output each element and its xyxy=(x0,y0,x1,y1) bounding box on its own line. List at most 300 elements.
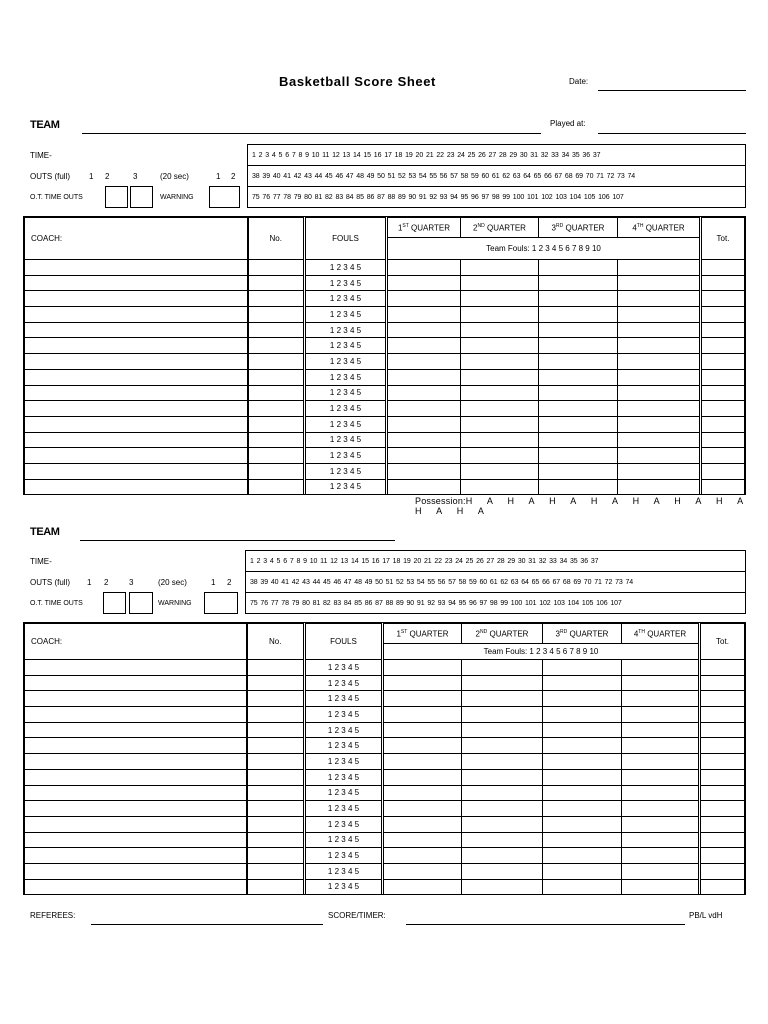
player-name-cell[interactable] xyxy=(25,863,247,879)
quarter-score-cell[interactable] xyxy=(539,385,618,401)
player-total-cell[interactable] xyxy=(701,307,745,323)
player-total-cell[interactable] xyxy=(701,432,745,448)
quarter-score-cell[interactable] xyxy=(543,848,622,864)
player-total-cell[interactable] xyxy=(700,754,745,770)
player-name-cell[interactable] xyxy=(25,785,247,801)
player-number-cell[interactable] xyxy=(248,354,305,370)
player-fouls-cell[interactable]: 1 2 3 4 5 xyxy=(305,291,387,307)
player-fouls-cell[interactable]: 1 2 3 4 5 xyxy=(305,385,387,401)
quarter-score-cell[interactable] xyxy=(622,785,700,801)
quarter-score-cell[interactable] xyxy=(387,354,461,370)
team-2-label: TEAM xyxy=(30,526,60,538)
quarter-score-cell[interactable] xyxy=(539,322,618,338)
quarter-score-cell[interactable] xyxy=(383,785,462,801)
player-fouls-cell[interactable]: 1 2 3 4 5 xyxy=(305,660,383,676)
quarter-score-cell[interactable] xyxy=(462,707,543,723)
quarter-score-cell[interactable] xyxy=(539,354,618,370)
quarter-score-cell[interactable] xyxy=(387,275,461,291)
player-row xyxy=(25,369,745,385)
quarter-score-cell[interactable] xyxy=(461,416,539,432)
quarter-score-cell[interactable] xyxy=(622,769,700,785)
coach-label[interactable]: COACH: xyxy=(25,624,247,660)
player-row xyxy=(25,401,745,417)
quarter-score-cell[interactable] xyxy=(622,660,700,676)
quarter-score-cell[interactable] xyxy=(543,863,622,879)
outs-full-label: OUTS (full) xyxy=(30,578,70,587)
time-row[interactable]: 38 39 40 41 42 43 44 45 46 47 48 49 50 51 52 53 54 55 56 57 58 59 60 61 62 63 64 65 66 67 68 69 70 71 72 73 74 xyxy=(248,166,746,187)
player-fouls-cell[interactable]: 1 2 3 4 5 xyxy=(305,879,383,895)
player-name-cell[interactable] xyxy=(25,260,248,276)
player-total-cell[interactable] xyxy=(701,463,745,479)
quarter-score-cell[interactable] xyxy=(387,291,461,307)
player-number-cell[interactable] xyxy=(247,863,305,879)
player-number-cell[interactable] xyxy=(248,463,305,479)
outs-20sec-label: (20 sec) xyxy=(160,172,189,181)
quarter-score-cell[interactable] xyxy=(383,707,462,723)
time-row[interactable]: 1 2 3 4 5 6 7 8 9 10 11 12 13 14 15 16 17 18 19 20 21 22 23 24 25 26 27 28 29 30 31 32 33 34 35 36 37 xyxy=(248,145,746,166)
quarter-score-cell[interactable] xyxy=(618,354,701,370)
quarter-score-cell[interactable] xyxy=(622,691,700,707)
player-total-cell[interactable] xyxy=(701,354,745,370)
time-grid xyxy=(245,550,746,614)
player-name-cell[interactable] xyxy=(25,660,247,676)
player-row xyxy=(25,307,745,323)
outs-20sec-label: (20 sec) xyxy=(158,578,187,587)
score-timer-label: SCORE/TIMER: xyxy=(328,911,386,920)
player-name-cell[interactable] xyxy=(25,691,247,707)
player-number-cell[interactable] xyxy=(248,401,305,417)
player-number-cell[interactable] xyxy=(248,307,305,323)
quarter-score-cell[interactable] xyxy=(622,722,700,738)
quarter-score-cell[interactable] xyxy=(462,848,543,864)
quarter-score-cell[interactable] xyxy=(543,722,622,738)
quarter-score-cell[interactable] xyxy=(461,432,539,448)
player-name-cell[interactable] xyxy=(25,432,248,448)
player-number-cell[interactable] xyxy=(248,260,305,276)
player-number-cell[interactable] xyxy=(248,385,305,401)
outs-full-num[interactable]: 2 xyxy=(105,172,110,181)
quarter-score-cell[interactable] xyxy=(618,291,701,307)
quarter-score-cell[interactable] xyxy=(618,448,701,464)
player-name-cell[interactable] xyxy=(25,307,248,323)
quarter-score-cell[interactable] xyxy=(387,416,461,432)
quarter-score-cell[interactable] xyxy=(383,738,462,754)
quarter-score-cell[interactable] xyxy=(462,816,543,832)
quarter-word: QUARTER xyxy=(409,629,449,639)
quarter-score-cell[interactable] xyxy=(461,291,539,307)
quarter-score-cell[interactable] xyxy=(618,401,701,417)
quarter-score-cell[interactable] xyxy=(622,801,700,817)
quarter-score-cell[interactable] xyxy=(543,691,622,707)
player-name-cell[interactable] xyxy=(25,416,248,432)
quarter-score-cell[interactable] xyxy=(383,691,462,707)
quarter-score-cell[interactable] xyxy=(622,754,700,770)
player-total-cell[interactable] xyxy=(701,448,745,464)
quarter-score-cell[interactable] xyxy=(622,832,700,848)
quarter-score-cell[interactable] xyxy=(543,816,622,832)
quarter-score-cell[interactable] xyxy=(383,769,462,785)
ot-timeout-box[interactable] xyxy=(129,592,153,614)
player-name-cell[interactable] xyxy=(25,879,247,895)
quarter-score-cell[interactable] xyxy=(462,691,543,707)
player-number-cell[interactable] xyxy=(247,848,305,864)
player-fouls-cell[interactable]: 1 2 3 4 5 xyxy=(305,848,383,864)
outs-20sec-num[interactable]: 1 xyxy=(216,172,221,181)
player-name-cell[interactable] xyxy=(25,322,248,338)
quarter-score-cell[interactable] xyxy=(618,275,701,291)
player-fouls-cell[interactable]: 1 2 3 4 5 xyxy=(305,448,387,464)
player-number-cell[interactable] xyxy=(248,275,305,291)
quarter-score-cell[interactable] xyxy=(543,707,622,723)
quarter-score-cell[interactable] xyxy=(387,385,461,401)
outs-20sec-num[interactable]: 2 xyxy=(227,578,232,587)
quarter-score-cell[interactable] xyxy=(387,369,461,385)
quarter-score-cell[interactable] xyxy=(543,754,622,770)
player-number-cell[interactable] xyxy=(247,801,305,817)
player-number-cell[interactable] xyxy=(248,432,305,448)
player-fouls-cell[interactable]: 1 2 3 4 5 xyxy=(305,463,387,479)
player-name-cell[interactable] xyxy=(25,848,247,864)
player-total-cell[interactable] xyxy=(700,769,745,785)
quarter-score-cell[interactable] xyxy=(543,769,622,785)
player-fouls-cell[interactable]: 1 2 3 4 5 xyxy=(305,738,383,754)
quarter-score-cell[interactable] xyxy=(543,785,622,801)
player-number-cell[interactable] xyxy=(247,879,305,895)
player-total-cell[interactable] xyxy=(700,801,745,817)
quarter-score-cell[interactable] xyxy=(539,291,618,307)
player-fouls-cell[interactable]: 1 2 3 4 5 xyxy=(305,675,383,691)
player-number-cell[interactable] xyxy=(247,691,305,707)
quarter-score-cell[interactable] xyxy=(539,307,618,323)
quarter-score-cell[interactable] xyxy=(539,448,618,464)
time-row[interactable]: 1 2 3 4 5 6 7 8 9 10 11 12 13 14 15 16 17 18 19 20 21 22 23 24 25 26 27 28 29 30 31 32 33 34 35 36 37 xyxy=(246,551,746,572)
player-number-cell[interactable] xyxy=(247,722,305,738)
player-total-cell[interactable] xyxy=(700,816,745,832)
player-total-cell[interactable] xyxy=(701,322,745,338)
quarter-score-cell[interactable] xyxy=(539,401,618,417)
ot-timeout-box[interactable] xyxy=(130,186,153,208)
player-total-cell[interactable] xyxy=(700,722,745,738)
player-total-cell[interactable] xyxy=(700,785,745,801)
player-number-cell[interactable] xyxy=(248,291,305,307)
outs-full-num[interactable]: 1 xyxy=(87,578,92,587)
fouls-header: FOULS xyxy=(305,624,383,660)
player-number-cell[interactable] xyxy=(248,338,305,354)
player-name-cell[interactable] xyxy=(25,275,248,291)
team-fouls[interactable]: Team Fouls: 1 2 3 4 5 6 7 8 9 10 xyxy=(383,644,700,660)
player-total-cell[interactable] xyxy=(701,338,745,354)
player-total-cell[interactable] xyxy=(700,691,745,707)
player-fouls-cell[interactable]: 1 2 3 4 5 xyxy=(305,722,383,738)
player-total-cell[interactable] xyxy=(700,848,745,864)
player-total-cell[interactable] xyxy=(701,479,745,495)
warning-box[interactable] xyxy=(204,592,238,614)
quarter-1-header xyxy=(387,218,461,238)
quarter-score-cell[interactable] xyxy=(539,479,618,495)
quarter-ordinal: 3 xyxy=(551,223,556,233)
quarter-score-cell[interactable] xyxy=(462,801,543,817)
player-number-cell[interactable] xyxy=(247,675,305,691)
time-row[interactable]: 38 39 40 41 42 43 44 45 46 47 48 49 50 51 52 53 54 55 56 57 58 59 60 61 62 63 64 65 66 67 68 69 70 71 72 73 74 xyxy=(246,572,746,593)
player-fouls-cell[interactable]: 1 2 3 4 5 xyxy=(305,801,383,817)
quarter-score-cell[interactable] xyxy=(539,416,618,432)
quarter-score-cell[interactable] xyxy=(618,322,701,338)
outs-20sec-num[interactable]: 2 xyxy=(231,172,236,181)
player-name-cell[interactable] xyxy=(25,479,248,495)
player-total-cell[interactable] xyxy=(700,863,745,879)
quarter-score-cell[interactable] xyxy=(543,660,622,676)
player-fouls-cell[interactable]: 1 2 3 4 5 xyxy=(305,832,383,848)
score-timer-field[interactable] xyxy=(406,924,685,925)
player-number-cell[interactable] xyxy=(247,707,305,723)
quarter-score-cell[interactable] xyxy=(461,322,539,338)
quarter-1-header xyxy=(383,624,462,644)
player-fouls-cell[interactable]: 1 2 3 4 5 xyxy=(305,416,387,432)
quarter-suffix: ST xyxy=(402,222,409,229)
quarter-score-cell[interactable] xyxy=(383,675,462,691)
quarter-score-cell[interactable] xyxy=(461,275,539,291)
player-row xyxy=(25,463,745,479)
quarter-score-cell[interactable] xyxy=(618,463,701,479)
quarter-score-cell[interactable] xyxy=(622,707,700,723)
quarter-score-cell[interactable] xyxy=(461,385,539,401)
player-fouls-cell[interactable]: 1 2 3 4 5 xyxy=(305,322,387,338)
player-fouls-cell[interactable]: 1 2 3 4 5 xyxy=(305,691,383,707)
quarter-score-cell[interactable] xyxy=(618,416,701,432)
quarter-score-cell[interactable] xyxy=(462,722,543,738)
player-row xyxy=(25,754,745,770)
player-number-cell[interactable] xyxy=(247,769,305,785)
player-fouls-cell[interactable]: 1 2 3 4 5 xyxy=(305,769,383,785)
quarter-score-cell[interactable] xyxy=(387,322,461,338)
player-name-cell[interactable] xyxy=(25,722,247,738)
outs-full-num[interactable]: 2 xyxy=(104,578,109,587)
quarter-score-cell[interactable] xyxy=(461,338,539,354)
player-name-cell[interactable] xyxy=(25,385,248,401)
player-name-cell[interactable] xyxy=(25,801,247,817)
player-fouls-cell[interactable]: 1 2 3 4 5 xyxy=(305,754,383,770)
quarter-score-cell[interactable] xyxy=(622,863,700,879)
quarter-score-cell[interactable] xyxy=(543,832,622,848)
quarter-score-cell[interactable] xyxy=(461,260,539,276)
player-fouls-cell[interactable]: 1 2 3 4 5 xyxy=(305,338,387,354)
player-fouls-cell[interactable]: 1 2 3 4 5 xyxy=(305,863,383,879)
player-name-cell[interactable] xyxy=(25,675,247,691)
player-name-cell[interactable] xyxy=(25,291,248,307)
player-fouls-cell[interactable]: 1 2 3 4 5 xyxy=(305,479,387,495)
quarter-score-cell[interactable] xyxy=(461,448,539,464)
quarter-score-cell[interactable] xyxy=(618,307,701,323)
player-total-cell[interactable] xyxy=(700,675,745,691)
possession-sequence[interactable]: H A H A H A H A H A H A H A H A H A xyxy=(415,496,749,516)
quarter-score-cell[interactable] xyxy=(462,785,543,801)
player-number-cell[interactable] xyxy=(248,322,305,338)
time-row[interactable]: 75 76 77 78 79 80 81 82 83 84 85 86 87 88 89 90 91 92 93 94 95 96 97 98 99 100 101 102 103 104 105 106 107 xyxy=(246,593,746,614)
quarter-score-cell[interactable] xyxy=(383,660,462,676)
quarter-score-cell[interactable] xyxy=(461,354,539,370)
ot-timeout-box[interactable] xyxy=(105,186,128,208)
player-name-cell[interactable] xyxy=(25,816,247,832)
quarter-score-cell[interactable] xyxy=(383,879,462,895)
fouls-header: FOULS xyxy=(305,218,387,260)
quarter-score-cell[interactable] xyxy=(543,879,622,895)
player-total-cell[interactable] xyxy=(701,385,745,401)
quarter-score-cell[interactable] xyxy=(387,432,461,448)
team-1-name-field[interactable] xyxy=(82,133,541,134)
player-total-cell[interactable] xyxy=(700,832,745,848)
player-number-cell[interactable] xyxy=(247,738,305,754)
quarter-score-cell[interactable] xyxy=(387,463,461,479)
quarter-score-cell[interactable] xyxy=(383,801,462,817)
player-total-cell[interactable] xyxy=(701,369,745,385)
quarter-score-cell[interactable] xyxy=(461,479,539,495)
player-total-cell[interactable] xyxy=(701,416,745,432)
quarter-score-cell[interactable] xyxy=(462,769,543,785)
player-fouls-cell[interactable]: 1 2 3 4 5 xyxy=(305,401,387,417)
quarter-ordinal: 1 xyxy=(397,223,403,233)
quarter-score-cell[interactable] xyxy=(543,738,622,754)
player-name-cell[interactable] xyxy=(25,769,247,785)
quarter-score-cell[interactable] xyxy=(387,401,461,417)
player-fouls-cell[interactable]: 1 2 3 4 5 xyxy=(305,275,387,291)
quarter-score-cell[interactable] xyxy=(383,816,462,832)
player-name-cell[interactable] xyxy=(25,369,248,385)
quarter-score-cell[interactable] xyxy=(462,832,543,848)
quarter-score-cell[interactable] xyxy=(387,448,461,464)
quarter-score-cell[interactable] xyxy=(622,816,700,832)
player-name-cell[interactable] xyxy=(25,401,248,417)
player-fouls-cell[interactable]: 1 2 3 4 5 xyxy=(305,432,387,448)
quarter-score-cell[interactable] xyxy=(387,260,461,276)
quarter-score-cell[interactable] xyxy=(543,675,622,691)
outs-full-num[interactable]: 3 xyxy=(129,578,134,587)
quarter-score-cell[interactable] xyxy=(387,338,461,354)
player-total-cell[interactable] xyxy=(701,275,745,291)
quarter-score-cell[interactable] xyxy=(618,385,701,401)
player-number-cell[interactable] xyxy=(247,785,305,801)
player-total-cell[interactable] xyxy=(700,707,745,723)
quarter-ordinal: 4 xyxy=(632,223,637,233)
quarter-score-cell[interactable] xyxy=(622,675,700,691)
player-number-cell[interactable] xyxy=(247,832,305,848)
player-name-cell[interactable] xyxy=(25,738,247,754)
player-number-cell[interactable] xyxy=(248,416,305,432)
played-at-label: Played at: xyxy=(550,119,586,128)
quarter-score-cell[interactable] xyxy=(539,463,618,479)
player-total-cell[interactable] xyxy=(701,401,745,417)
quarter-score-cell[interactable] xyxy=(383,863,462,879)
player-row xyxy=(25,660,745,676)
player-number-cell[interactable] xyxy=(247,754,305,770)
player-name-cell[interactable] xyxy=(25,354,248,370)
player-name-cell[interactable] xyxy=(25,832,247,848)
player-fouls-cell[interactable]: 1 2 3 4 5 xyxy=(305,307,387,323)
player-number-cell[interactable] xyxy=(247,660,305,676)
ot-timeouts-label: O.T. TIME OUTS xyxy=(30,600,83,607)
quarter-score-cell[interactable] xyxy=(618,338,701,354)
player-total-cell[interactable] xyxy=(701,291,745,307)
player-total-cell[interactable] xyxy=(700,738,745,754)
player-row xyxy=(25,322,745,338)
played-at-field[interactable] xyxy=(598,133,746,134)
player-number-cell[interactable] xyxy=(248,369,305,385)
player-fouls-cell[interactable]: 1 2 3 4 5 xyxy=(305,785,383,801)
quarter-score-cell[interactable] xyxy=(461,369,539,385)
total-header: Tot. xyxy=(701,218,745,260)
referees-field[interactable] xyxy=(91,924,323,925)
player-total-cell[interactable] xyxy=(701,260,745,276)
player-fouls-cell[interactable]: 1 2 3 4 5 xyxy=(305,354,387,370)
number-header: No. xyxy=(248,218,305,260)
quarter-score-cell[interactable] xyxy=(387,307,461,323)
player-name-cell[interactable] xyxy=(25,448,248,464)
quarter-score-cell[interactable] xyxy=(461,307,539,323)
date-field[interactable] xyxy=(598,90,746,91)
quarter-score-cell[interactable] xyxy=(539,369,618,385)
outs-full-num[interactable]: 3 xyxy=(133,172,138,181)
quarter-score-cell[interactable] xyxy=(539,260,618,276)
player-number-cell[interactable] xyxy=(247,816,305,832)
ot-timeout-box[interactable] xyxy=(103,592,126,614)
quarter-score-cell[interactable] xyxy=(383,722,462,738)
player-fouls-cell[interactable]: 1 2 3 4 5 xyxy=(305,707,383,723)
warning-box[interactable] xyxy=(209,186,240,208)
quarter-score-cell[interactable] xyxy=(461,401,539,417)
player-number-cell[interactable] xyxy=(248,448,305,464)
quarter-score-cell[interactable] xyxy=(462,863,543,879)
quarter-score-cell[interactable] xyxy=(462,738,543,754)
quarter-score-cell[interactable] xyxy=(618,479,701,495)
quarter-score-cell[interactable] xyxy=(539,432,618,448)
outs-full-num[interactable]: 1 xyxy=(89,172,94,181)
player-name-cell[interactable] xyxy=(25,463,248,479)
player-fouls-cell[interactable]: 1 2 3 4 5 xyxy=(305,816,383,832)
quarter-score-cell[interactable] xyxy=(622,848,700,864)
player-fouls-cell[interactable]: 1 2 3 4 5 xyxy=(305,260,387,276)
player-name-cell[interactable] xyxy=(25,754,247,770)
quarter-score-cell[interactable] xyxy=(383,848,462,864)
team-2-name-field[interactable] xyxy=(80,540,395,541)
quarter-score-cell[interactable] xyxy=(622,879,700,895)
quarter-score-cell[interactable] xyxy=(462,660,543,676)
team-fouls[interactable]: Team Fouls: 1 2 3 4 5 6 7 8 9 10 xyxy=(387,238,701,260)
quarter-score-cell[interactable] xyxy=(462,754,543,770)
quarter-score-cell[interactable] xyxy=(618,369,701,385)
quarter-score-cell[interactable] xyxy=(461,463,539,479)
quarter-score-cell[interactable] xyxy=(539,338,618,354)
player-name-cell[interactable] xyxy=(25,338,248,354)
player-total-cell[interactable] xyxy=(700,879,745,895)
player-name-cell[interactable] xyxy=(25,707,247,723)
quarter-score-cell[interactable] xyxy=(543,801,622,817)
player-number-cell[interactable] xyxy=(248,479,305,495)
quarter-score-cell[interactable] xyxy=(618,432,701,448)
time-label: TIME- xyxy=(30,557,52,566)
outs-20sec-num[interactable]: 1 xyxy=(211,578,216,587)
quarter-score-cell[interactable] xyxy=(539,275,618,291)
quarter-score-cell[interactable] xyxy=(462,879,543,895)
coach-label[interactable]: COACH: xyxy=(25,218,248,260)
player-fouls-cell[interactable]: 1 2 3 4 5 xyxy=(305,369,387,385)
player-total-cell[interactable] xyxy=(700,660,745,676)
quarter-score-cell[interactable] xyxy=(383,754,462,770)
quarter-score-cell[interactable] xyxy=(618,260,701,276)
quarter-score-cell[interactable] xyxy=(387,479,461,495)
quarter-score-cell[interactable] xyxy=(383,832,462,848)
time-row[interactable]: 75 76 77 78 79 80 81 82 83 84 85 86 87 88 89 90 91 92 93 94 95 96 97 98 99 100 101 102 103 104 105 106 107 xyxy=(248,187,746,208)
quarter-score-cell[interactable] xyxy=(462,675,543,691)
quarter-score-cell[interactable] xyxy=(622,738,700,754)
